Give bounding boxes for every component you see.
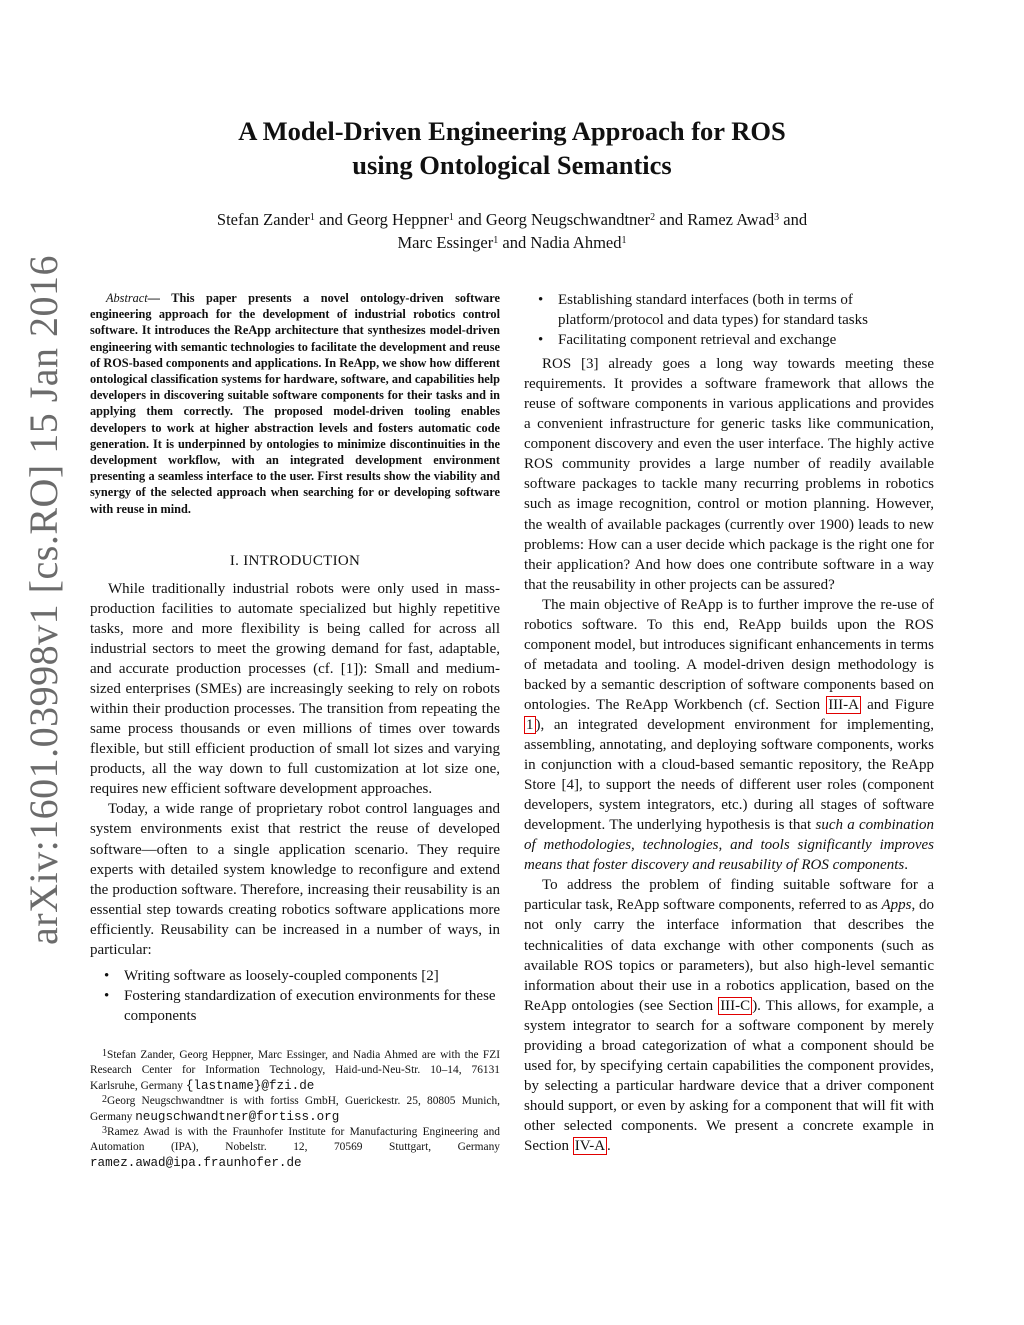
- figure-link-1[interactable]: 1: [526, 716, 534, 733]
- paper-title: [150, 114, 874, 182]
- section-link-iii-c[interactable]: III-C: [720, 997, 751, 1014]
- title-line-2: using Ontological Semantics: [352, 150, 672, 180]
- hypothesis-text: such a combination of methodologies, technologies, and tools significantly improves means that foster discovery and reusability of ROS components: [524, 817, 934, 874]
- footnotes: [90, 1048, 500, 1171]
- author-ahmed: and Nadia Ahmed: [502, 233, 622, 252]
- intro-paragraph-1: While traditionally industrial robots were only used in mass-production facilities to automate specialized but highly repetitive tasks, more and more flexibility is being called for across all industrial sectors to meet the growing demand for fast, adaptable, and accurate production processes (cf. [1]): Small and medium-sized enterprises (SMEs) are increasingly seeking to rely on robots within their production processes. The transition from repeating the same process thousands or even millions of times over towards flexible, but still efficient production of small lot sizes and varying products, all the way down to full customization at lot size one, requires new efficient software development approaches.: [90, 580, 500, 798]
- author-line-1: Stefan Zander$^1$ and Georg Heppner$^1$ and Georg Neugschwandtner$^2$ and Ramez Awad$^3$ and: [216, 210, 808, 229]
- email-ipa: ramez.awad@ipa.fraunhofer.de: [90, 1155, 302, 1170]
- email-fzi: {lastname}@fzi.de: [185, 1078, 315, 1093]
- list-item: • Writing software as loosely-coupled components [2]: [90, 966, 500, 986]
- list-item: • Fostering standardization of execution environments for these components: [90, 986, 500, 1026]
- intro-paragraph-5: To address the problem of finding suitable software for a particular task, ReApp software components, referred to as Apps, do not only carry the interface information that describes the technicalities of data exchange with other components (such as available ROS topics or parameters), but also high-level semantic information about their use in a robotics application, based on the ReApp ontologies (see Section III-C ). This allows, for example, a system integrator to search for a software component by merely providing a broad categorization of what a component should be used for, by specifying certain capabilities the component provides, by selecting a particular hardware device that a driver component should support, or even by asking for a component that will fit with other selected components. We present a concrete example in Section IV-A .: [524, 877, 934, 1154]
- intro-paragraph-3: ROS [3] already goes a long way towards meeting these requirements. It provides a software framework that allows the reuse of software components in various applications and provides a convenient infrastructure for generic tasks like communication, component discovery and even the user interface. The highly active ROS community provides a large number of readily available software packages to tackle many recurring problems in robotics such as image recognition, control or motion planning. However, the wealth of available packages (currently over 1900) leads to new problems: How can a user decide which package is the right one for their application? And how does one contribute software in a way that the reusability in other projects can be assured?: [524, 356, 934, 593]
- email-fortiss: neugschwandtner@fortiss.org: [135, 1109, 340, 1124]
- list-item: • Facilitating component retrieval and exchange: [524, 330, 934, 350]
- abstract-label: Abstract: [106, 291, 148, 305]
- reusability-list-right: [524, 290, 934, 350]
- author-awad: and Ramez Awad: [659, 210, 775, 229]
- footnote-1: $^1$Stefan Zander, Georg Heppner, Marc Essinger, and Nadia Ahmed are with the FZI Research Center for Information Technology, Haid-und-Neu-Str. 10–14, 76131 Karlsruhe, Germany {lastname}@fzi.de: [90, 1047, 500, 1093]
- intro-paragraph-2: Today, a wide range of proprietary robot control languages and system environments exist that restrict the reuse of developed software—often to a single application scenario. They require experts with detailed system knowledge to reconfigure and extend the production software. Therefore, increasing their reusability is an essential step towards creating robotics software applications more efficiently. Reusability can be increased in a number of ways, in particular:: [90, 801, 500, 958]
- author-zander: Stefan Zander: [216, 210, 310, 229]
- section-link-iii-a[interactable]: III-A: [828, 696, 860, 713]
- reusability-list-left: [90, 966, 500, 1026]
- author-heppner: and Georg Heppner: [319, 210, 449, 229]
- author-line-2: Marc Essinger$^1$ and Nadia Ahmed$^1$: [397, 233, 627, 252]
- abstract-text: — This paper presents a novel ontology-driven software engineering approach for the development of industrial robotics control software. It introduces the ReApp architecture that synthesizes model-driven engineering with semantic technologies to facilitate the development and reuse of ROS-based components and applications. In ReApp, we show how different ontological classification systems for hardware, software, and capabilities help developers in discovering suitable software components for their tasks and in applying them correctly. The proposed model-driven tooling enables developers to work at higher abstraction levels and fosters automatic code generation. It is underpinned by ontologies to minimize discontinuities in the development workflow, with an integrated development environment presenting a seamless interface to the user. First results show the viability and synergy of the selected approach when searching for or developing software with reuse in mind.: [90, 291, 500, 516]
- left-column: [90, 290, 500, 1171]
- right-column: [524, 290, 934, 1156]
- author-list: [120, 208, 904, 254]
- abstract: [90, 290, 500, 517]
- author-essinger: Marc Essinger: [397, 233, 494, 252]
- section-link-iv-a[interactable]: IV-A: [574, 1137, 606, 1154]
- author-neugschwandtner: and Georg Neugschwandtner: [457, 210, 651, 229]
- intro-paragraph-4: The main objective of ReApp is to further improve the re-use of robotics software. To this end, ReApp builds upon the ROS component model, but introduces significant enhancements in terms of metadata and tooling. A model-driven design methodology is backed by a semantic description of software components based on ontologies. The ReApp Workbench (cf. Section III-A and Figure 1 ), an integrated development environment for implementing, assembling, annotating, and deploying software components, works in conjunction with a cloud-based semantic repository, the ReApp Store [4], to support the needs of different user roles (component developers, system integrators, etc.) during all stages of software development. The underlying hypothesis is that such a combination of methodologies, technologies, and tools significantly improves means that foster discovery and reusability of ROS components.: [524, 596, 935, 874]
- title-line-1: A Model-Driven Engineering Approach for ROS: [238, 116, 786, 146]
- footnote-2: $^2$Georg Neugschwandtner is with fortiss GmbH, Guerickestr. 25, 80805 Munich, Germany neugschwandtner@fortiss.org: [90, 1094, 500, 1124]
- list-item: • Establishing standard interfaces (both in terms of platform/protocol and data types) for standard tasks: [524, 290, 934, 330]
- arxiv-identifier-stamp: arXiv:1601.03998v1 [cs.RO] 15 Jan 2016: [21, 254, 66, 945]
- footnote-3: $^3$Ramez Awad is with the Fraunhofer Institute for Manufacturing Engineering and Automation (IPA), Nobelstr. 12, 70569 Stuttgart, Germany ramez.awad@ipa.fraunhofer.de: [90, 1124, 500, 1170]
- section-heading-introduction: I. INTRODUCTION: [229, 552, 361, 569]
